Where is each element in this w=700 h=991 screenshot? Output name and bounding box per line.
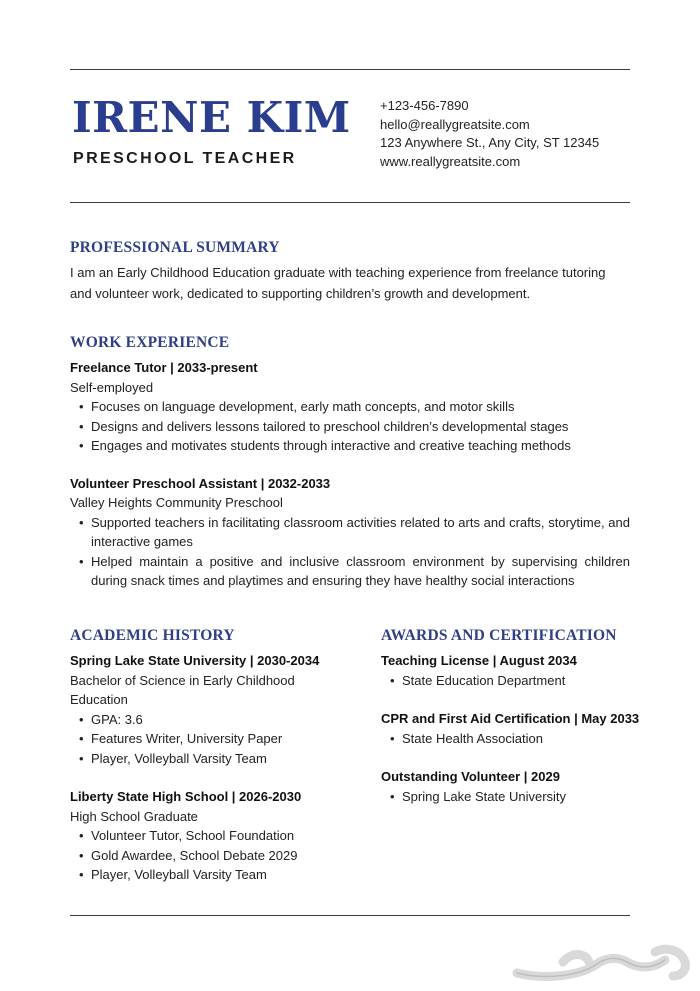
- award-title: Teaching License | August 2034: [381, 653, 577, 668]
- contact-phone: +123-456-7890: [380, 98, 469, 113]
- top-divider: [70, 69, 630, 70]
- haraj-logo-watermark-icon: [505, 940, 695, 986]
- contact-address: 123 Anywhere St., Any City, ST 12345: [380, 135, 600, 150]
- award-title: Outstanding Volunteer | 2029: [381, 769, 560, 784]
- job-entry: [70, 474, 630, 591]
- bullet-item: • Focuses on language development, early math concepts, and motor skills: [91, 397, 630, 417]
- bullet-item: • Volunteer Tutor, School Foundation: [91, 826, 330, 846]
- bullet-item: • Helped maintain a positive and inclusive classroom environment by supervising children during snack times and playtimes and ensuring they have healthy social interactions: [91, 552, 630, 591]
- bullet-item: • Gold Awardee, School Debate 2029: [91, 846, 330, 866]
- candidate-name: IRENE KIM: [72, 93, 351, 142]
- summary-title: PROFESSIONAL SUMMARY: [70, 239, 280, 256]
- header-divider: [70, 202, 630, 203]
- bullet-item: • Player, Volleyball Varsity Team: [91, 749, 330, 769]
- summary-text: I am an Early Childhood Education graduate with teaching experience from freelance tutoring and volunteer work, dedicated to supporting children’s growth and development.: [70, 265, 606, 301]
- award-bullets: [381, 787, 631, 807]
- work-title: WORK EXPERIENCE: [70, 334, 230, 351]
- school-title: Liberty State High School | 2026-2030: [70, 789, 302, 804]
- award-entry: [381, 709, 640, 748]
- school-title: Spring Lake State University | 2030-2034: [70, 653, 320, 668]
- candidate-role: PRESCHOOL TEACHER: [73, 150, 297, 167]
- school-entry: [70, 787, 330, 885]
- job-bullets: [70, 397, 630, 456]
- school-degree: Bachelor of Science in Early Childhood Education: [70, 672, 295, 707]
- bullet-item: • Spring Lake State University: [402, 787, 631, 807]
- bottom-divider: [70, 915, 630, 916]
- job-org: Valley Heights Community Preschool: [70, 495, 283, 510]
- job-entry: [70, 358, 630, 456]
- job-bullets: [70, 513, 630, 591]
- award-bullets: [381, 729, 631, 749]
- bullet-item: • State Education Department: [402, 671, 631, 691]
- academic-section: [70, 626, 330, 885]
- awards-title: AWARDS AND CERTIFICATION: [381, 627, 617, 644]
- bullet-item: • Features Writer, University Paper: [91, 729, 330, 749]
- summary-section: [70, 238, 630, 304]
- award-entry: [381, 767, 631, 806]
- school-degree: High School Graduate: [70, 808, 198, 824]
- work-section: [70, 333, 630, 591]
- bullet-item: • Designs and delivers lessons tailored to preschool children’s developmental stages: [91, 417, 630, 437]
- bullet-item: • State Health Association: [402, 729, 631, 749]
- bullet-item: • Supported teachers in facilitating classroom activities related to arts and crafts, storytime, and interactive games: [91, 513, 630, 552]
- awards-section: [381, 626, 640, 806]
- job-title: Freelance Tutor | 2033-present: [70, 360, 258, 375]
- school-bullets: [70, 826, 330, 885]
- contact-email: hello@reallygreatsite.com: [380, 116, 530, 132]
- job-title: Volunteer Preschool Assistant | 2032-2033: [70, 475, 331, 491]
- contact-website: www.reallygreatsite.com: [380, 153, 521, 169]
- school-bullets: [70, 710, 330, 769]
- award-title: CPR and First Aid Certification | May 2033: [381, 711, 640, 726]
- award-bullets: [381, 671, 631, 691]
- school-entry: [70, 651, 330, 768]
- academic-title: ACADEMIC HISTORY: [70, 627, 235, 644]
- bullet-item: • GPA: 3.6: [91, 710, 330, 730]
- bullet-item: • Engages and motivates students through interactive and creative teaching methods: [91, 436, 630, 456]
- contact-info: [380, 97, 599, 171]
- job-org: Self-employed: [70, 379, 154, 395]
- bullet-item: • Player, Volleyball Varsity Team: [91, 865, 330, 885]
- award-entry: [381, 651, 631, 690]
